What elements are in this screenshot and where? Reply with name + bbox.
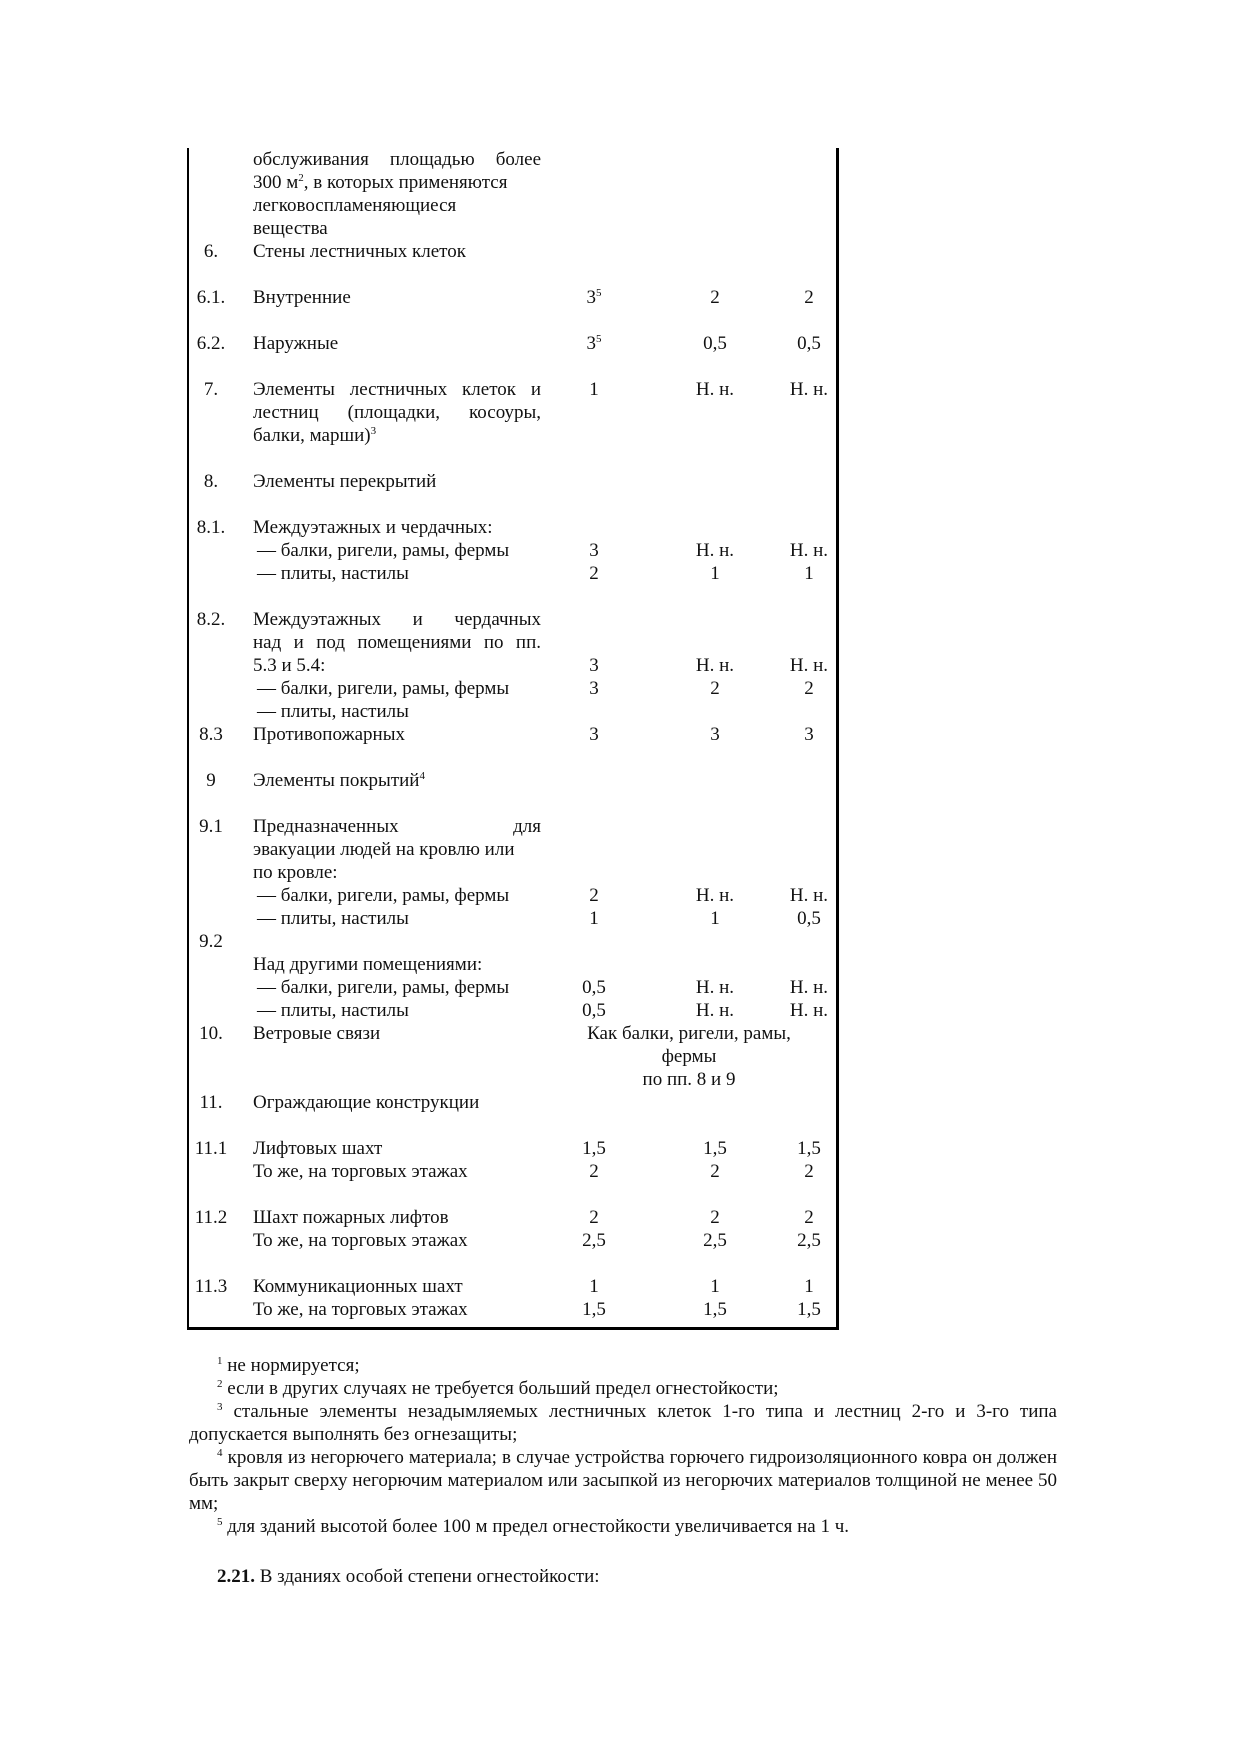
value-degree-1: 3 xyxy=(589,655,599,676)
value-degree-1: 1,5 xyxy=(582,1138,606,1159)
value-degree-3: 2,5 xyxy=(797,1230,821,1251)
value-degree-1: 3 xyxy=(589,724,599,745)
row-number: 8.2. xyxy=(196,609,226,630)
value-degree-2: Н. н. xyxy=(695,977,735,998)
row-label-line: То же, на торговых этажах xyxy=(253,1161,468,1182)
row-label-line: над и под помещениями по пп. xyxy=(253,632,541,653)
row-label-line: Коммуникационных шахт xyxy=(253,1276,463,1297)
value-degree-3: 2 xyxy=(804,678,814,699)
value-degree-1: 2,5 xyxy=(582,1230,606,1251)
row-number: 6.2. xyxy=(196,333,226,354)
value-degree-1: 1 xyxy=(589,1276,599,1297)
row-label-line: — плиты, настилы xyxy=(257,1000,409,1021)
row-number: 6.1. xyxy=(196,287,226,308)
row-label-line: — плиты, настилы xyxy=(257,563,409,584)
value-degree-3: 3 xyxy=(804,724,814,745)
row-label: Ограждающие конструкции xyxy=(253,1092,480,1113)
row-label-line: Предназначенных для xyxy=(253,816,541,837)
row-label-line: — плиты, настилы xyxy=(257,701,409,722)
row-label: Элементы перекрытий xyxy=(253,471,437,492)
value-degree-3: 0,5 xyxy=(797,908,821,929)
value-degree-3: 1 xyxy=(804,1276,814,1297)
row-label-line: То же, на торговых этажах xyxy=(253,1230,468,1251)
row-number: 8.3 xyxy=(199,724,223,745)
value-degree-3: 1 xyxy=(804,563,814,584)
footnote: $^4$ кровля из негорючего материала; в случае устройства горючего гидроизоляционного ковра он должен быть закрыт сверху негорючим материалом или засыпкой из негорючих материалов толщиной не менее 50 мм; xyxy=(189,1447,1057,1514)
row-number: 9 xyxy=(206,770,216,791)
value-degree-2: 2,5 xyxy=(703,1230,727,1251)
row-label-line: — балки, ригели, рамы, фермы xyxy=(257,540,510,561)
value-degree-2: 0,5 xyxy=(703,333,727,354)
value-degree-1: 0,5 xyxy=(582,977,606,998)
row-label: Внутренние xyxy=(253,287,351,308)
row-label-line: Лифтовых шахт xyxy=(253,1138,383,1159)
footnote: $^5$ для зданий высотой более 100 м предел огнестойкости увеличивается на 1 ч. xyxy=(217,1516,850,1537)
value-degree-2: Н. н. xyxy=(695,540,735,561)
carry-line-4: вещества xyxy=(253,218,328,239)
value-degree-1: 2 xyxy=(589,1161,599,1182)
value-degree-2: 1,5 xyxy=(703,1299,727,1320)
row-number: 11.2 xyxy=(194,1207,228,1228)
row-number: 10. xyxy=(199,1023,223,1044)
value-degree-2: 1 xyxy=(710,908,720,929)
value-degree-2: Н. н. xyxy=(695,655,735,676)
value-degree-1: 3 xyxy=(589,678,599,699)
row-label: Противопожарных xyxy=(253,724,405,745)
value-degree-3: Н. н. xyxy=(789,379,829,400)
value-degree-2: 2 xyxy=(710,1207,720,1228)
value-degree-1: $3^5$ xyxy=(586,333,602,354)
row-label-line: — балки, ригели, рамы, фермы xyxy=(257,678,510,699)
value-degree-3: Н. н. xyxy=(789,540,829,561)
footnote: $^3$ стальные элементы незадымляемых лестничных клеток 1-го типа и лестниц 2-го и 3-го типа допускается выполнять без огнезащиты; xyxy=(189,1401,1057,1445)
section-text: В зданиях особой степени огнестойкости: xyxy=(259,1566,600,1587)
row-number: 11.1 xyxy=(194,1138,228,1159)
carry-line-2: 300 $м^2$, в которых применяются xyxy=(253,172,508,193)
row-number: 9.1 xyxy=(199,816,223,837)
spanned-value-line: Как балки, ригели, рамы, xyxy=(587,1023,791,1044)
row-label-line: Шахт пожарных лифтов xyxy=(253,1207,449,1228)
row-label: Стены лестничных клеток xyxy=(253,241,466,262)
value-degree-3: 0,5 xyxy=(797,333,821,354)
row-label-line: — балки, ригели, рамы, фермы xyxy=(257,977,510,998)
row-label-line: балки, марши)$^3$ xyxy=(253,425,377,446)
value-degree-2: 2 xyxy=(710,287,720,308)
value-degree-1: 2 xyxy=(589,563,599,584)
value-degree-3: Н. н. xyxy=(789,1000,829,1021)
spanned-value-line: фермы xyxy=(661,1046,717,1067)
value-degree-2: 1 xyxy=(710,1276,720,1297)
value-degree-2: 1 xyxy=(710,563,720,584)
footnotes xyxy=(189,1354,1057,1538)
value-degree-3: 2 xyxy=(804,287,814,308)
value-degree-3: Н. н. xyxy=(789,655,829,676)
value-degree-2: 1,5 xyxy=(703,1138,727,1159)
value-degree-1: 1 xyxy=(589,908,599,929)
row-label-line: — балки, ригели, рамы, фермы xyxy=(257,885,510,906)
value-degree-2: 2 xyxy=(710,1161,720,1182)
carry-line-1: обслуживания площадью более xyxy=(253,149,541,170)
value-degree-1: $3^5$ xyxy=(586,287,602,308)
row-number: 11.3 xyxy=(194,1276,228,1297)
row-label-line: Междуэтажных и чердачных xyxy=(253,609,541,630)
row-label-line: эвакуации людей на кровлю или xyxy=(253,839,515,860)
value-degree-3: Н. н. xyxy=(789,977,829,998)
row-number: 8.1. xyxy=(196,517,226,538)
fire-resistance-table xyxy=(187,148,839,1330)
value-degree-1: 1 xyxy=(589,379,599,400)
value-degree-1: 1,5 xyxy=(582,1299,606,1320)
spanned-value-line: по пп. 8 и 9 xyxy=(642,1069,736,1090)
row-number: 8. xyxy=(203,471,219,492)
value-degree-1: 2 xyxy=(589,885,599,906)
row-number: 7. xyxy=(203,379,219,400)
row-number: 6. xyxy=(203,241,219,262)
row-label-line: Элементы лестничных клеток и xyxy=(253,379,541,400)
row-number: 11. xyxy=(199,1092,223,1113)
next-section-paragraph xyxy=(217,1566,600,1588)
row-label-line: Над другими помещениями: xyxy=(253,954,483,975)
section-number: 2.21. xyxy=(217,1566,255,1587)
row-label: Наружные xyxy=(253,333,339,354)
value-degree-3: 2 xyxy=(804,1161,814,1182)
value-degree-2: Н. н. xyxy=(695,379,735,400)
footnote: $^2$ если в других случаях не требуется больший предел огнестойкости; xyxy=(217,1378,779,1399)
value-degree-3: 1,5 xyxy=(797,1138,821,1159)
value-degree-2: 2 xyxy=(710,678,720,699)
row-number: 9.2 xyxy=(199,931,223,952)
value-degree-2: Н. н. xyxy=(695,1000,735,1021)
row-label: Элементы покрытий$^4$ xyxy=(253,770,425,791)
value-degree-2: 3 xyxy=(710,724,720,745)
value-degree-1: 0,5 xyxy=(582,1000,606,1021)
row-label-line: по кровле: xyxy=(253,862,338,883)
value-degree-1: 3 xyxy=(589,540,599,561)
row-label-line: 5.3 и 5.4: xyxy=(253,655,326,676)
row-label-line: лестниц (площадки, косоуры, xyxy=(253,402,541,423)
value-degree-3: 2 xyxy=(804,1207,814,1228)
row-label-line: — плиты, настилы xyxy=(257,908,409,929)
carry-line-3: легковоспламеняющиеся xyxy=(253,195,457,216)
row-label-line: Междуэтажных и чердачных: xyxy=(253,517,493,538)
value-degree-3: 1,5 xyxy=(797,1299,821,1320)
footnote: $^1$ не нормируется; xyxy=(217,1355,360,1376)
value-degree-2: Н. н. xyxy=(695,885,735,906)
value-degree-3: Н. н. xyxy=(789,885,829,906)
value-degree-1: 2 xyxy=(589,1207,599,1228)
row-label: Ветровые связи xyxy=(253,1023,381,1044)
row-label-line: То же, на торговых этажах xyxy=(253,1299,468,1320)
table-bottom-border xyxy=(187,1327,839,1330)
